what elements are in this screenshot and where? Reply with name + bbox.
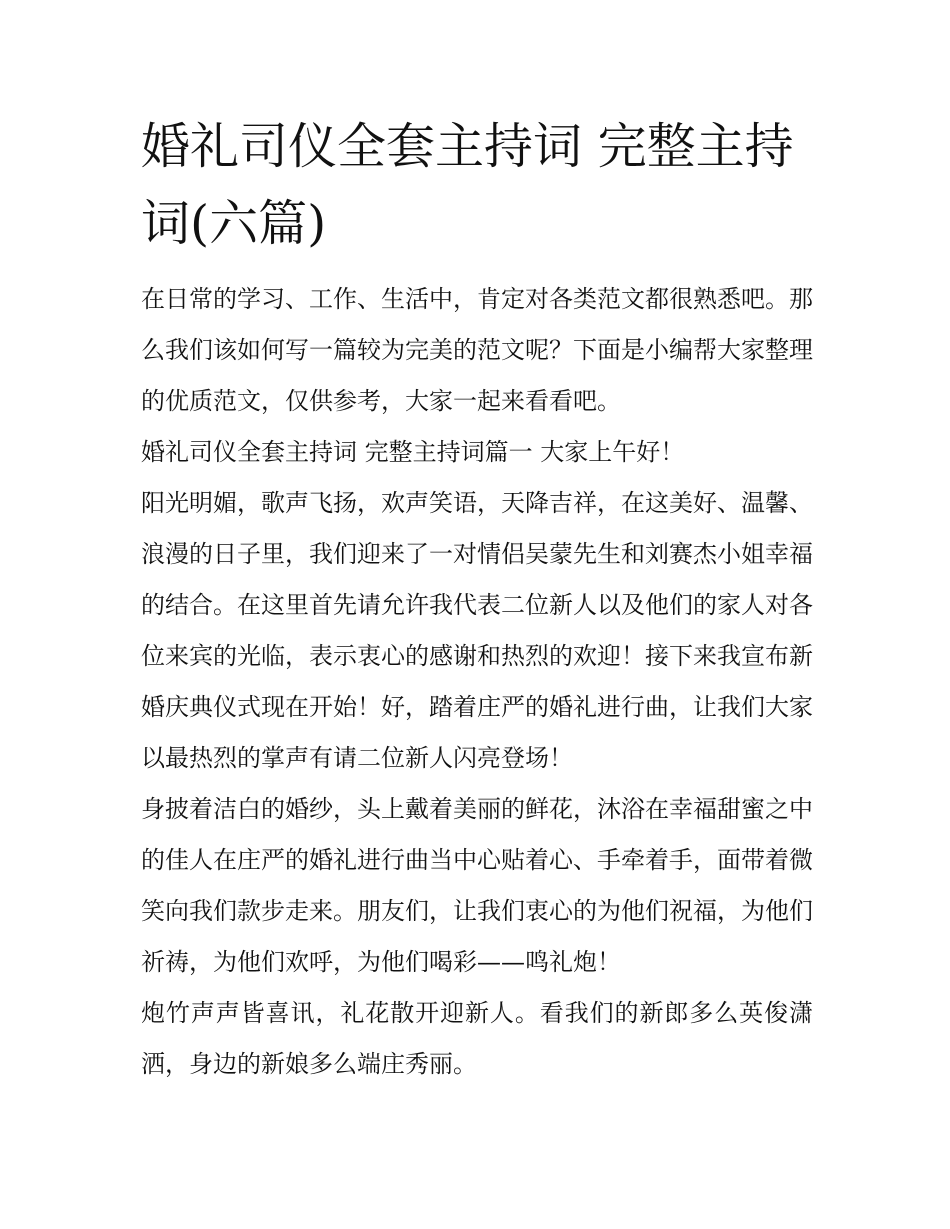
body-paragraph-1: 阳光明媚，歌声飞扬，欢声笑语，天降吉祥，在这美好、温馨、浪漫的日子里，我们迎来了一对情侣吴蒙先生和刘赛杰小姐幸福的结合。在这里首先请允许我代表二位新人以及他们的家人对各位来宾的光临，表示衷心的感谢和热烈的欢迎！接下来我宣布新婚庆典仪式现在开始！好，踏着庄严的婚礼进行曲，让我们大家以最热烈的掌声有请二位新人闪亮登场！ bbox=[141, 489, 813, 772]
body-paragraph-3: 炮竹声声皆喜讯，礼花散开迎新人。看我们的新郎多么英俊潇洒，身边的新娘多么端庄秀丽。 bbox=[141, 999, 813, 1078]
intro-paragraph: 在日常的学习、工作、生活中，肯定对各类范文都很熟悉吧。那么我们该如何写一篇较为完美的范文呢？下面是小编帮大家整理的优质范文，仅供参考，大家一起来看看吧。 bbox=[141, 285, 813, 415]
document-page bbox=[141, 108, 813, 1090]
body-paragraph-2: 身披着洁白的婚纱，头上戴着美丽的鲜花，沐浴在幸福甜蜜之中的佳人在庄严的婚礼进行曲当中心贴着心、手牵着手，面带着微笑向我们款步走来。朋友们，让我们衷心的为他们祝福，为他们祈祷，为他们欢呼，为他们喝彩——鸣礼炮！ bbox=[141, 795, 813, 976]
document-title: 婚礼司仪全套主持词 完整主持词(六篇) bbox=[141, 118, 794, 252]
section-heading-paragraph: 婚礼司仪全套主持词 完整主持词篇一 大家上午好！ bbox=[141, 438, 685, 466]
